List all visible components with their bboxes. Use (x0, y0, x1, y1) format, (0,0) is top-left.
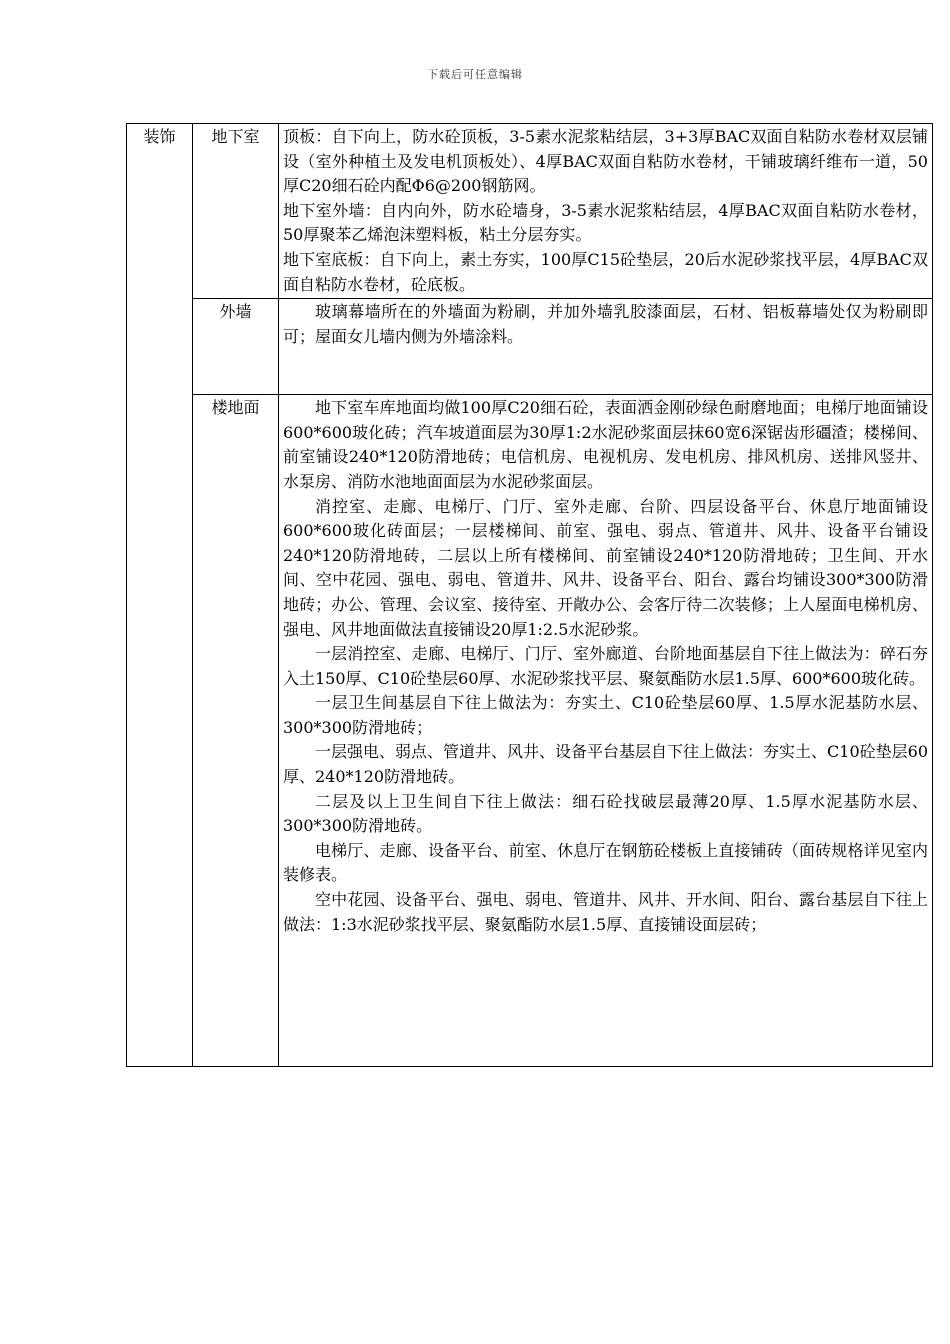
finishing-spec-table (126, 123, 933, 1067)
paragraph: 玻璃幕墙所在的外墙面为粉刷，并加外墙乳胶漆面层，石材、铝板幕墙处仅为粉刷即可；屋面女儿墙内侧为外墙涂料。 (283, 302, 928, 346)
paragraph: 一层强电、弱点、管道井、风井、设备平台基层自下往上做法：夯实土、C10砼垫层60厚、240*120防滑地砖。 (283, 742, 928, 787)
paragraph: 顶板：自下向上，防水砼顶板，3-5素水泥浆粘结层，3+3厚BAC双面自粘防水卷材双层铺设（室外种植土及发电机顶板处）、4厚BAC双面自粘防水卷材，干铺玻璃纤维布一道，50厚C20细石砼内配Φ6@200钢筋网。 (283, 127, 928, 196)
content-exterior-wall (279, 299, 933, 395)
table-row-basement (127, 124, 933, 299)
table-row-exterior-wall (127, 299, 933, 395)
table-row-floor (127, 395, 933, 1067)
content-basement (279, 124, 933, 299)
paragraph: 空中花园、设备平台、强电、弱电、管道井、风井、开水间、阳台、露台基层自下往上做法：1:3水泥砂浆找平层、聚氨酯防水层1.5厚、直接铺设面层砖； (283, 890, 928, 934)
paragraph: 一层卫生间基层自下往上做法为：夯实土、C10砼垫层60厚、1.5厚水泥基防水层、300*300防滑地砖； (283, 693, 928, 737)
content-floor (279, 395, 933, 1067)
subcategory-exterior-wall: 外墙 (193, 299, 279, 395)
subcategory-basement: 地下室 (193, 124, 279, 299)
paragraph: 电梯厅、走廊、设备平台、前室、休息厅在钢筋砼楼板上直接铺砖（面砖规格详见室内装修表。 (283, 840, 928, 885)
paragraph: 消控室、走廊、电梯厅、门厅、室外走廊、台阶、四层设备平台、休息厅地面铺设600*600玻化砖面层；一层楼梯间、前室、强电、弱点、管道井、风井、设备平台铺设240*120防滑地砖，二层以上所有楼梯间、前室铺设240*120防滑地砖；卫生间、开水间、空中花园、强电、弱电、管道井、风井、设备平台、阳台、露台均铺设300*300防滑地砖；办公、管理、会议室、接待室、开敞办公、会客厅待二次装修；上人屋面电梯机房、强电、风井地面做法直接铺设20厚1:2.5水泥砂浆。 (283, 496, 928, 639)
paragraph: 地下室车库地面均做100厚C20细石砼，表面洒金刚砂绿色耐磨地面；电梯厅地面铺设600*600玻化砖；汽车坡道面层为30厚1:2水泥砂浆面层抹60宽6深锯齿形礓渣；楼梯间、前室铺设240*120防滑地砖；电信机房、电视机房、发电机房、排风机房、送排风竖井、水泵房、消防水池地面面层为水泥砂浆面层。 (283, 398, 928, 491)
paragraph: 二层及以上卫生间自下往上做法：细石砼找破层最薄20厚、1.5厚水泥基防水层、300*300防滑地砖。 (283, 791, 928, 836)
category-cell: 装饰 (127, 124, 193, 1067)
page-header: 下载后可任意编辑 (427, 68, 523, 81)
paragraph: 一层消控室、走廊、电梯厅、门厅、室外廊道、台阶地面基层自下往上做法为：碎石夯入土150厚、C10砼垫层60厚、水泥砂浆找平层、聚氨酯防水层1.5厚、600*600玻化砖。 (283, 644, 928, 688)
paragraph: 地下室外墙：自内向外，防水砼墙身，3-5素水泥浆粘结层，4厚BAC双面自粘防水卷材，50厚聚苯乙烯泡沫塑料板，粘土分层夯实。 (283, 200, 928, 245)
paragraph: 地下室底板：自下向上，素土夯实，100厚C15砼垫层，20后水泥砂浆找平层，4厚BAC双面自粘防水卷材，砼底板。 (283, 249, 928, 294)
subcategory-floor: 楼地面 (193, 395, 279, 1067)
